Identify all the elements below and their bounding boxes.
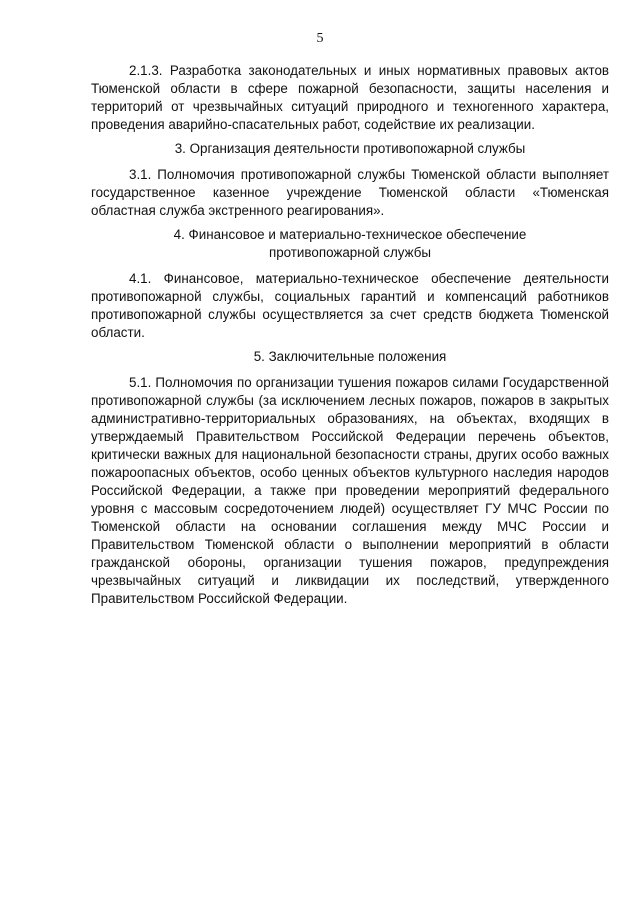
paragraph-2-1-3: 2.1.3. Разработка законодательных и иных нормативных правовых актов Тюменской области в сфере пожарной безопасности, защиты населения и территорий от чрезвычайных ситуаций природного и техногенного характера, проведения аварийно-спасательных работ, содействие их реализации.	[91, 63, 609, 132]
section-heading-4	[91, 226, 609, 262]
paragraph-4-1: 4.1. Финансовое, материально-техническое обеспечение деятельности противопожарной службы, социальных гарантий и компенсаций работников противопожарной службы осуществляется за счет средств бюджета Тюменской области.	[91, 271, 609, 340]
paragraph-5-1: 5.1. Полномочия по организации тушения пожаров силами Государственной противопожарной службы (за исключением лесных пожаров, пожаров в закрытых административно-территориальных образованиях, на объектах, входящих в утверждаемый Правительством Российской Федерации перечень объектов, критически важных для национальной безопасности страны, других особо важных пожароопасных объектов, особо ценных объектов культурного наследия народов Российской Федерации, а также при проведении мероприятий федерального уровня с массовым сосредоточением людей) осуществляет ГУ МЧС России по Тюменской области на основании соглашения между МЧС России и Правительством Тюменской области о выполнении мероприятий в области гражданской обороны, организации тушения пожаров, предупреждения чрезвычайных ситуаций и ликвидации их последствий, утвержденного Правительством Российской Федерации.	[91, 375, 609, 606]
section-heading-3: 3. Организация деятельности противопожарной службы	[174, 141, 526, 156]
section-heading-4-line-2: противопожарной службы	[268, 245, 432, 260]
section-heading-5: 5. Заключительные положения	[253, 349, 447, 364]
paragraph-3-1: 3.1. Полномочия противопожарной службы Тюменской области выполняет государственное казенное учреждение Тюменской области «Тюменская областная служба экстренного реагирования».	[91, 167, 609, 218]
section-heading-4-line-1: 4. Финансовое и материально-техническое обеспечение	[173, 227, 527, 242]
document-body	[91, 62, 609, 608]
page-number: 5	[316, 31, 324, 46]
